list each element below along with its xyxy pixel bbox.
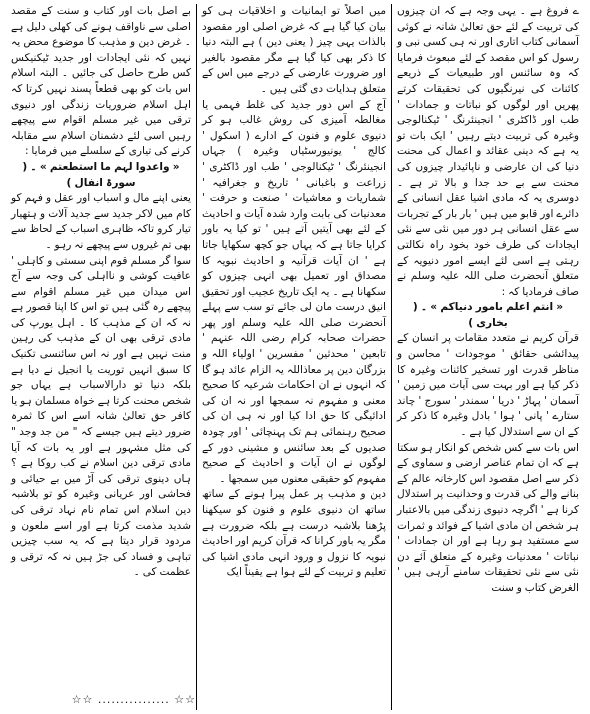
column-right-paragraph-1: ے فروغ ہے ۔ یہی وجہ ہے کہ ان چیزوں کی تربیت کے لئے حق تعالیٰ شانہ نے کوئی آسمانی کتاب اتاری اور نہ ہی کسی نبی و رسول کو اس مقصد کے لئے مبعوث فرمایا کہ وہ سائنس اور طبیعیات کے ذریعے کائنات کی نیرنگیوں کی تحقیقات کرتے پھریں اور لوگوں کو نباتات و جمادات ' طب اور ڈاکٹری ' انجینئرنگ ' ٹیکنالوجی وغیرہ کی تربیت دیتے رہیں ' ایک بات تو یہ ہے کہ دینی عقائد و اعمال کی محنت دنیا کی ان عارضی و ناپائیدار چیزوں کی محنت سے بے حد جدا و بالا تر ہے ۔ دوسری یہ کہ مادی اشیا عقل انسانی کے دائرے اور قابو میں ہیں ' بار بار کے تجربات سے عقل انسانی ہر دور میں نئی سے نئی ایجادات کی طرف خود بخود راہ نکالتی رہتی ہے اسی لئے ایسے امور دنیویہ کے متعلق آنحضرت صلی اللہ علیہ وسلم نے صاف فرمادیا کہ :: [397, 5, 579, 298]
column-middle-paragraph-1: میں اصلاً تو ایمانیات و اخلاقیات ہی کو بیان کیا گیا ہے کہ غرض اصلی اور مقصود بالذات یہی چیز ( یعنی دین ) ہے البتہ دنیا کا ذکر بھی کیا گیا ہے مگر مقصود بالغیر اور ضرورت عارضی کے درجے میں اس کے متعلق ہدایات دی گئی ہیں ۔: [202, 5, 386, 95]
column-left-quran-quote: « واعدوا لہم ما استطعتم » ۔ ( سورۃ انفال ): [22, 160, 180, 189]
column-left-paragraph-3: سوا گر مسلم قوم اپنی سستی و کاہلی ' عافیت کوشی و نااہلی کی وجہ سے آج اس میدان میں غیر مسلم اقوام سے پیچھے رہ گئی ہیں تو اس کا اپنا قصور ہے نہ کہ ان کے مذہب کا ۔ اہل یورپ کی مادی ترقی بھی ان کے مذہب کی رہین منت نہیں ہے اور نہ اس سائنسی تکنیک کا سبق انہیں توریت یا انجیل نے دیا ہے بلکہ دنیا تو دارالاسباب ہے یہاں جو شخص محنت کرتا ہے خواہ مسلمان ہو یا کافر حق تعالیٰ شانہ اسے اس کا ثمرہ ضرور دیتے ہیں جیسے کہ " من جد وجد " کی مثل مشہور ہے اور یہ بات کہ آیا مادی ترقی دین اسلام نے کب روکا ہے ؟ ہاں دینوی ترقی کی آڑ میں بے حیائی و فحاشی اور عریانی وغیرہ کو تو بلاشبہ دین اسلام اس تمام نام نہاد ترقی کی شدید مذمت کرتا ہے اور اسے ملعون و مردود قرار دیتا ہے کہ یہ سب چیزیں تباہی و فساد کی جڑ ہیں نہ کہ ترقی و عظمت کی ۔: [11, 254, 191, 579]
column-left-paragraph-2: یعنی اپنے مال و اسباب اور عقل و فہم کو کام میں لاکر جدید سے جدید آلات و ہتھیار تیار کرو تاکہ ظاہری اسباب کے لحاظ سے بھی تم غیروں سے پیچھے نہ رہو ۔: [11, 192, 191, 251]
column-left-paragraph-1: بے اصل بات اور کتاب و سنت کے مقصد اصلی سے ناواقف ہونے کی کھلی دلیل ہے ۔ غرض دین و مذہب کا موضوع محض یہ نہیں کہ نئی ایجادات اور جدید ٹیکنیکس کس طرح حاصل کی جائیں ۔ البتہ اسلام اس بات کو بھی قطعاً پسند نہیں کرتا کہ اہل اسلام ضروریات زندگی اور دنیوی ترقی میں غیر مسلم اقوام سے پیچھے رہیں اسی لئے دشمنان اسلام سے مقابلہ کرنے کی تیاری کے سلسلے میں فرمایا :: [11, 5, 191, 158]
column-middle: [196, 4, 392, 710]
column-middle-paragraph-2: آج کے اس دور جدید کی غلط فہمی یا مغالطہ آمیزی کی روش غالب ہو کر دنیوی علوم و فنون کے ادارے ( اسکول ' کالج ' یونیورسٹیاں وغیرہ ) جہاں انجینئرنگ ' ٹیکنالوجی ' طب اور ڈاکٹری ' زراعت و باغبانی ' تاریخ و جغرافیہ ' شماریات و معاشیات ' صنعت و حرفت ' معدنیات کی بابت وارد شدہ آیات و احادیث کے لئے بھی آیتیں آتے ہیں ' تو کیا یہ باور کرایا جاتا ہے کہ یہاں جو کچھ سکھایا جاتا ہے ' ان آیات قرآنیہ و احادیث نبویہ کا مصداق اور تعمیل بھی انہی چیزوں کو سکھانا ہے ۔ یہ ایک تاریخ عجیب اور تحقیق انیق درست مان لی جائے تو سب سے پہلے آنحضرت صلی اللہ علیہ وسلم اور پھر حضرات صحابہ کرام رضی اللہ عنہم ' تابعین ' محدثین ' مفسرین ' اولیاء اللہ و بزرگان دین پر معاذاللہ یہ الزام عائد ہو گا کہ انہوں نے ان احکامات شرعیہ کا صحیح معنی و مفہوم نہ سمجھا اور نہ ان کی ادائیگی کا حق ادا کیا اور نہ ہی ان کی صحیح رہنمائی ہم تک پہنچائی ' اور چودہ صدیوں کے بعد سائنس و مشینی دور کے لوگوں نے ان آیات و احادیث کے صحیح مفہوم کو حقیقی معنوں میں سمجھا ۔: [202, 98, 386, 485]
column-right-paragraph-3: اس بات سے کس شخص کو انکار ہو سکتا ہے کہ ان تمام عناصر ارضی و سماوی کے ذکر سے اصل مقصود اس کارخانہ عالم کے بنانے والے کی قدرت و وحدانیت پر استدلال کرنا ہے ' اگرچہ دنیوی زندگی میں بالاعتبار ہر شخص ان مادی اشیا کے فوائد و ثمرات سے مستفید ہو رہا ہے اور ان جمادات ' نباتات ' معدنیات وغیرہ کے متعلق آئے دن نئی سے نئی تحقیقات سامنے آرہی ہیں ' الغرض کتاب و سنت: [397, 441, 579, 594]
column-left: [6, 4, 196, 710]
column-middle-paragraph-3: دین و مذہب پر عمل پیرا ہونے کے ساتھ ساتھ ان دنیوی علوم و فنون کو سیکھنا پڑھنا بلاشبہ درست ہے بلکہ ضرورت ہے مگر یہ باور کرانا کہ قرآن کریم اور احادیث نبویہ کا نزول و ورود انہی مادی اشیا کی تعلیم و تربیت کے لئے ہوا ہے یقیناً ایک: [202, 488, 386, 579]
column-right: [392, 4, 584, 710]
column-right-paragraph-2: قرآن کریم نے متعدد مقامات پر انسان کے پیدائشی حقائق ' موجودات ' محاسن و مناظر قدرت اور تسخیر کائنات وغیرہ کا ذکر کیا ہے اور بہت سی آیات میں زمین ' آسمان ' پہاڑ ' دریا ' سمندر ' سورج ' چاند ستارے ' پانی ' ہوا ' بادل وغیرہ کا ذکر کر کے ان سے استدلال کیا ہے ۔: [397, 332, 579, 439]
end-ornament: ☆☆ ................ ☆☆: [71, 693, 196, 706]
column-right-hadith-quote: « انتم اعلم بامور دنیاکم » ۔ ( بخاری ): [412, 301, 564, 329]
